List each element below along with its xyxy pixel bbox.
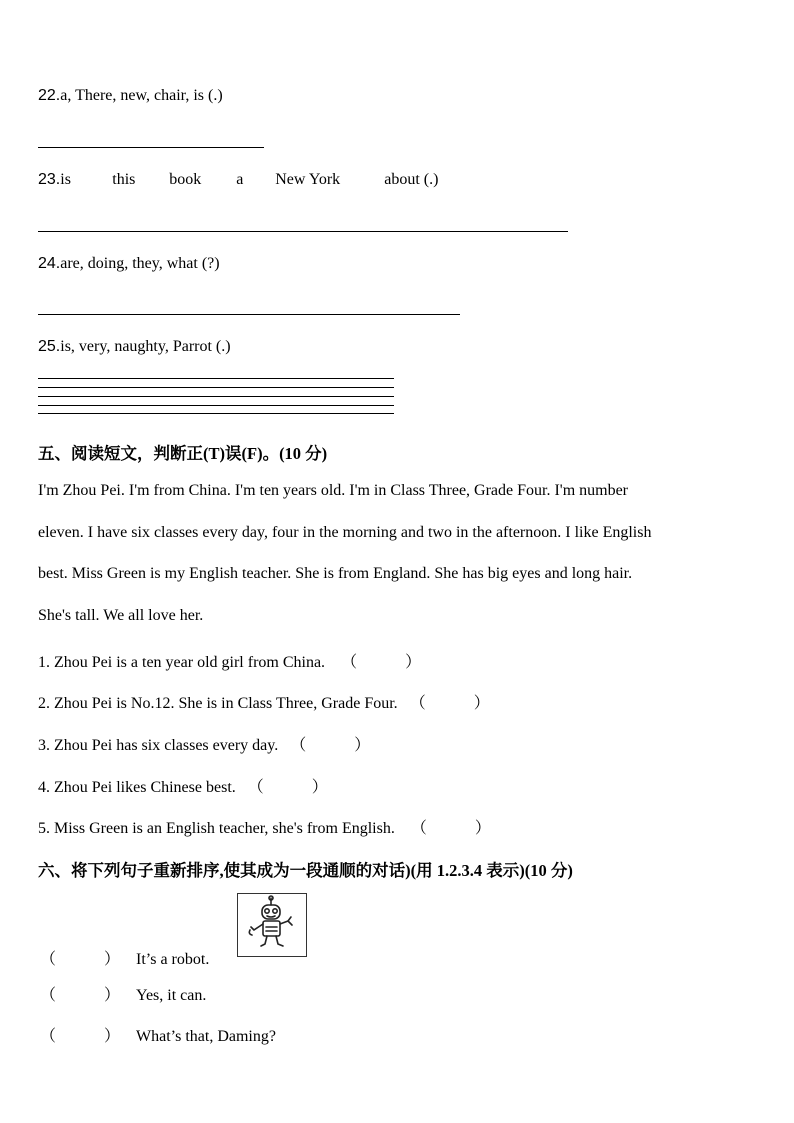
answer-parentheses[interactable]: （ ） (40, 987, 121, 1004)
answer-line[interactable] (38, 413, 394, 414)
judgement-item (38, 690, 490, 713)
question-23 (38, 171, 438, 189)
word: this (112, 171, 136, 188)
judgement-statement: 2. Zhou Pei is No.12. She is in Class Three, Grade Four. (38, 695, 398, 712)
question-words: are, doing, they, what (?) (60, 255, 220, 272)
robot-picture (237, 893, 307, 957)
answer-line[interactable] (38, 387, 394, 388)
passage-line: She's tall. We all love her. (38, 607, 204, 624)
question-22 (38, 87, 223, 105)
answer-line[interactable] (38, 405, 394, 406)
answer-parentheses[interactable]: （ ） (290, 737, 371, 754)
answer-parentheses[interactable]: （ ） (341, 654, 422, 671)
dialogue-sentence: What’s that, Daming? (136, 1028, 276, 1045)
question-words: a, There, new, chair, is (.) (60, 87, 223, 104)
question-24 (38, 255, 220, 273)
passage-line: eleven. I have six classes every day, four in the morning and two in the afternoon. I like English (38, 524, 652, 541)
section-5-heading: 五、阅读短文，判断正(T)误(F)。(10 分) (38, 444, 328, 463)
dialogue-item (40, 946, 209, 969)
robot-icon (238, 894, 305, 955)
judgement-item (38, 732, 370, 755)
question-words: is, very, naughty, Parrot (.) (60, 338, 231, 355)
dialogue-sentence: Yes, it can. (136, 987, 207, 1004)
judgement-statement: 1. Zhou Pei is a ten year old girl from China. (38, 654, 326, 671)
word: book (169, 171, 202, 188)
question-number: 24. (38, 255, 61, 272)
word: about (.) (384, 171, 439, 188)
word: New York (275, 171, 341, 188)
answer-line[interactable] (38, 314, 460, 315)
word: a (236, 171, 244, 188)
dialogue-sentence: It’s a robot. (136, 951, 210, 968)
answer-parentheses[interactable]: （ ） (247, 779, 328, 796)
judgement-item (38, 815, 491, 838)
answer-line[interactable] (38, 147, 264, 148)
judgement-statement: 5. Miss Green is an English teacher, she's from English. (38, 820, 395, 837)
question-number: 22. (38, 87, 61, 104)
judgement-statement: 4. Zhou Pei likes Chinese best. (38, 779, 236, 796)
dialogue-item (40, 982, 206, 1005)
answer-line[interactable] (38, 231, 568, 232)
passage-line: I'm Zhou Pei. I'm from China. I'm ten years old. I'm in Class Three, Grade Four. I'm number (38, 482, 629, 499)
question-number: 25. (38, 338, 61, 355)
dialogue-item (40, 1023, 276, 1046)
judgement-item (38, 774, 328, 797)
word: is (60, 171, 71, 188)
answer-parentheses[interactable]: （ ） (40, 1028, 121, 1045)
section-6-heading: 六、将下列句子重新排序,使其成为一段通顺的对话)(用 1.2.3.4 表示)(10 分) (38, 861, 573, 880)
judgement-statement: 3. Zhou Pei has six classes every day. (38, 737, 279, 754)
question-25 (38, 338, 231, 356)
question-number: 23. (38, 171, 61, 188)
answer-line[interactable] (38, 396, 394, 397)
answer-line[interactable] (38, 378, 394, 379)
judgement-item (38, 649, 421, 672)
answer-parentheses[interactable]: （ ） (409, 695, 490, 712)
passage-line: best. Miss Green is my English teacher. She is from England. She has big eyes and long hair. (38, 565, 633, 582)
answer-parentheses[interactable]: （ ） (410, 820, 491, 837)
answer-parentheses[interactable]: （ ） (40, 951, 121, 968)
